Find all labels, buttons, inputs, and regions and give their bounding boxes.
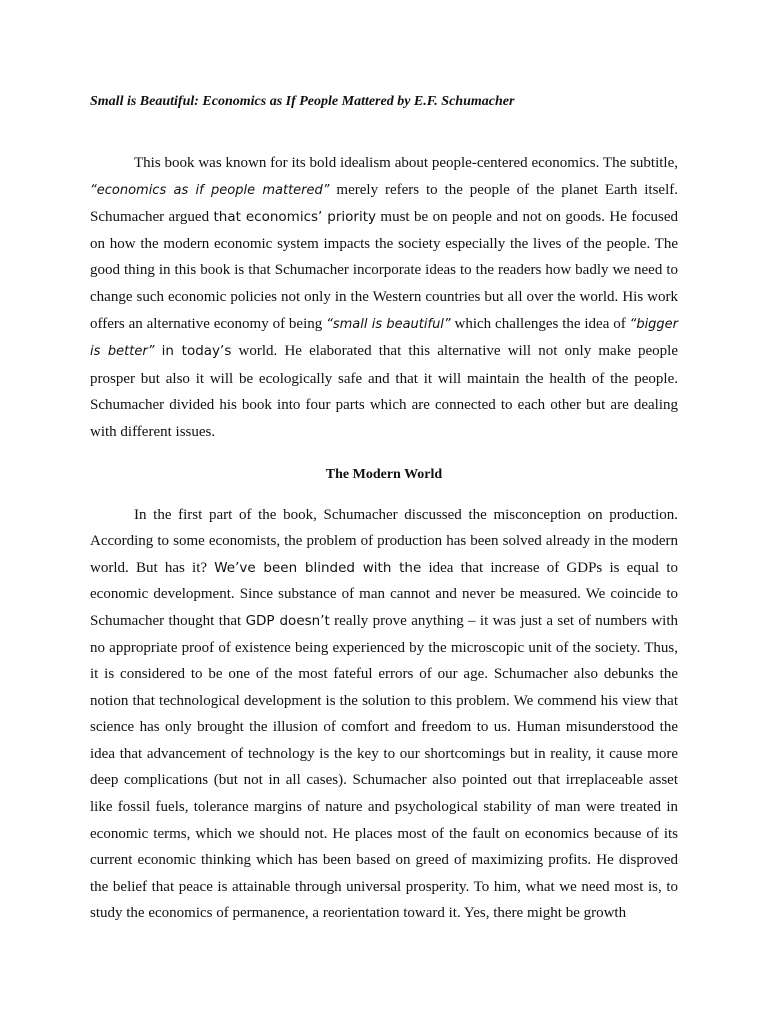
- modern-world-paragraph: [90, 502, 678, 928]
- document-title: Small is Beautiful: Economics as If People Mattered by E.F. Schumacher: [90, 94, 515, 109]
- text-run-sans: We’ve been blinded with the: [214, 559, 422, 576]
- text-run-sans: that economics’ priority: [213, 209, 376, 226]
- text-run: merely refers to the people of the planet Earth itself. Schumacher argued: [90, 181, 678, 226]
- text-run: must be on people and not on goods. He focused on how the modern economic system impacts the society especially the lives of the people. The good thing in this book is that Schumacher incorporate ideas to the readers how badly we need to change such economic policies not only in the Western countries but all over the world. His work offers an alternative economy of being: [90, 209, 678, 332]
- quoted-subtitle: “economics as if people mattered”: [90, 182, 330, 198]
- text-run: which challenges the idea of: [450, 315, 630, 332]
- text-run-sans: in today’s: [161, 343, 232, 360]
- quoted-phrase: “bigger is better”: [90, 316, 679, 360]
- quoted-phrase: “small is beautiful”: [326, 316, 451, 332]
- section-heading: The Modern World: [325, 466, 443, 482]
- text-run-sans: GDP doesn’t: [245, 612, 330, 629]
- text-run: idea that increase of GDPs is equal to economic development. Since substance of man cannot and never be measured. We coincide to Schumacher thought that: [90, 559, 679, 629]
- text-run: really prove anything – it was just a set of numbers with no appropriate proof of existence being experienced by the microscopic unit of the society. Thus, it is considered to be one of the most fateful errors of our age. Schumacher also debunks the notion that technological development is the solution to this problem. We commend his view that science has only brought the illusion of comfort and freedom to us. Human misunderstood the idea that advancement of technology is the key to our shortcomings but in reality, it cause more deep complications (but not in all cases). Schumacher also pointed out that irreplaceable asset like fossil fuels, tolerance margins of nature and psychological stability of man were treated in economic terms, which we should not. He places most of the fault on economics because of its current economic thinking which has been based on greed of maximizing profits. He disproved the belief that peace is attainable through universal prosperity. To him, what we need most is, to study the economics of permanence, a reorientation toward it. Yes, there might be growth: [90, 612, 678, 922]
- text-run: [154, 343, 161, 359]
- text-run: In the first part of the book, Schumacher discussed the misconception on production. According to some economists, the problem of production has been solved already in the modern world. But has it?: [90, 506, 678, 576]
- intro-paragraph: [90, 150, 678, 446]
- text-run: world. He elaborated that this alternative will not only make people prosper but also it will be ecologically safe and that it will maintain the health of the people. Schumacher divided his book into four parts which are connected to each other but are dealing with different issues.: [90, 343, 679, 440]
- document-page: [90, 92, 678, 927]
- text-run: This book was known for its bold idealism about people-centered economics. The subtitle,: [134, 155, 678, 171]
